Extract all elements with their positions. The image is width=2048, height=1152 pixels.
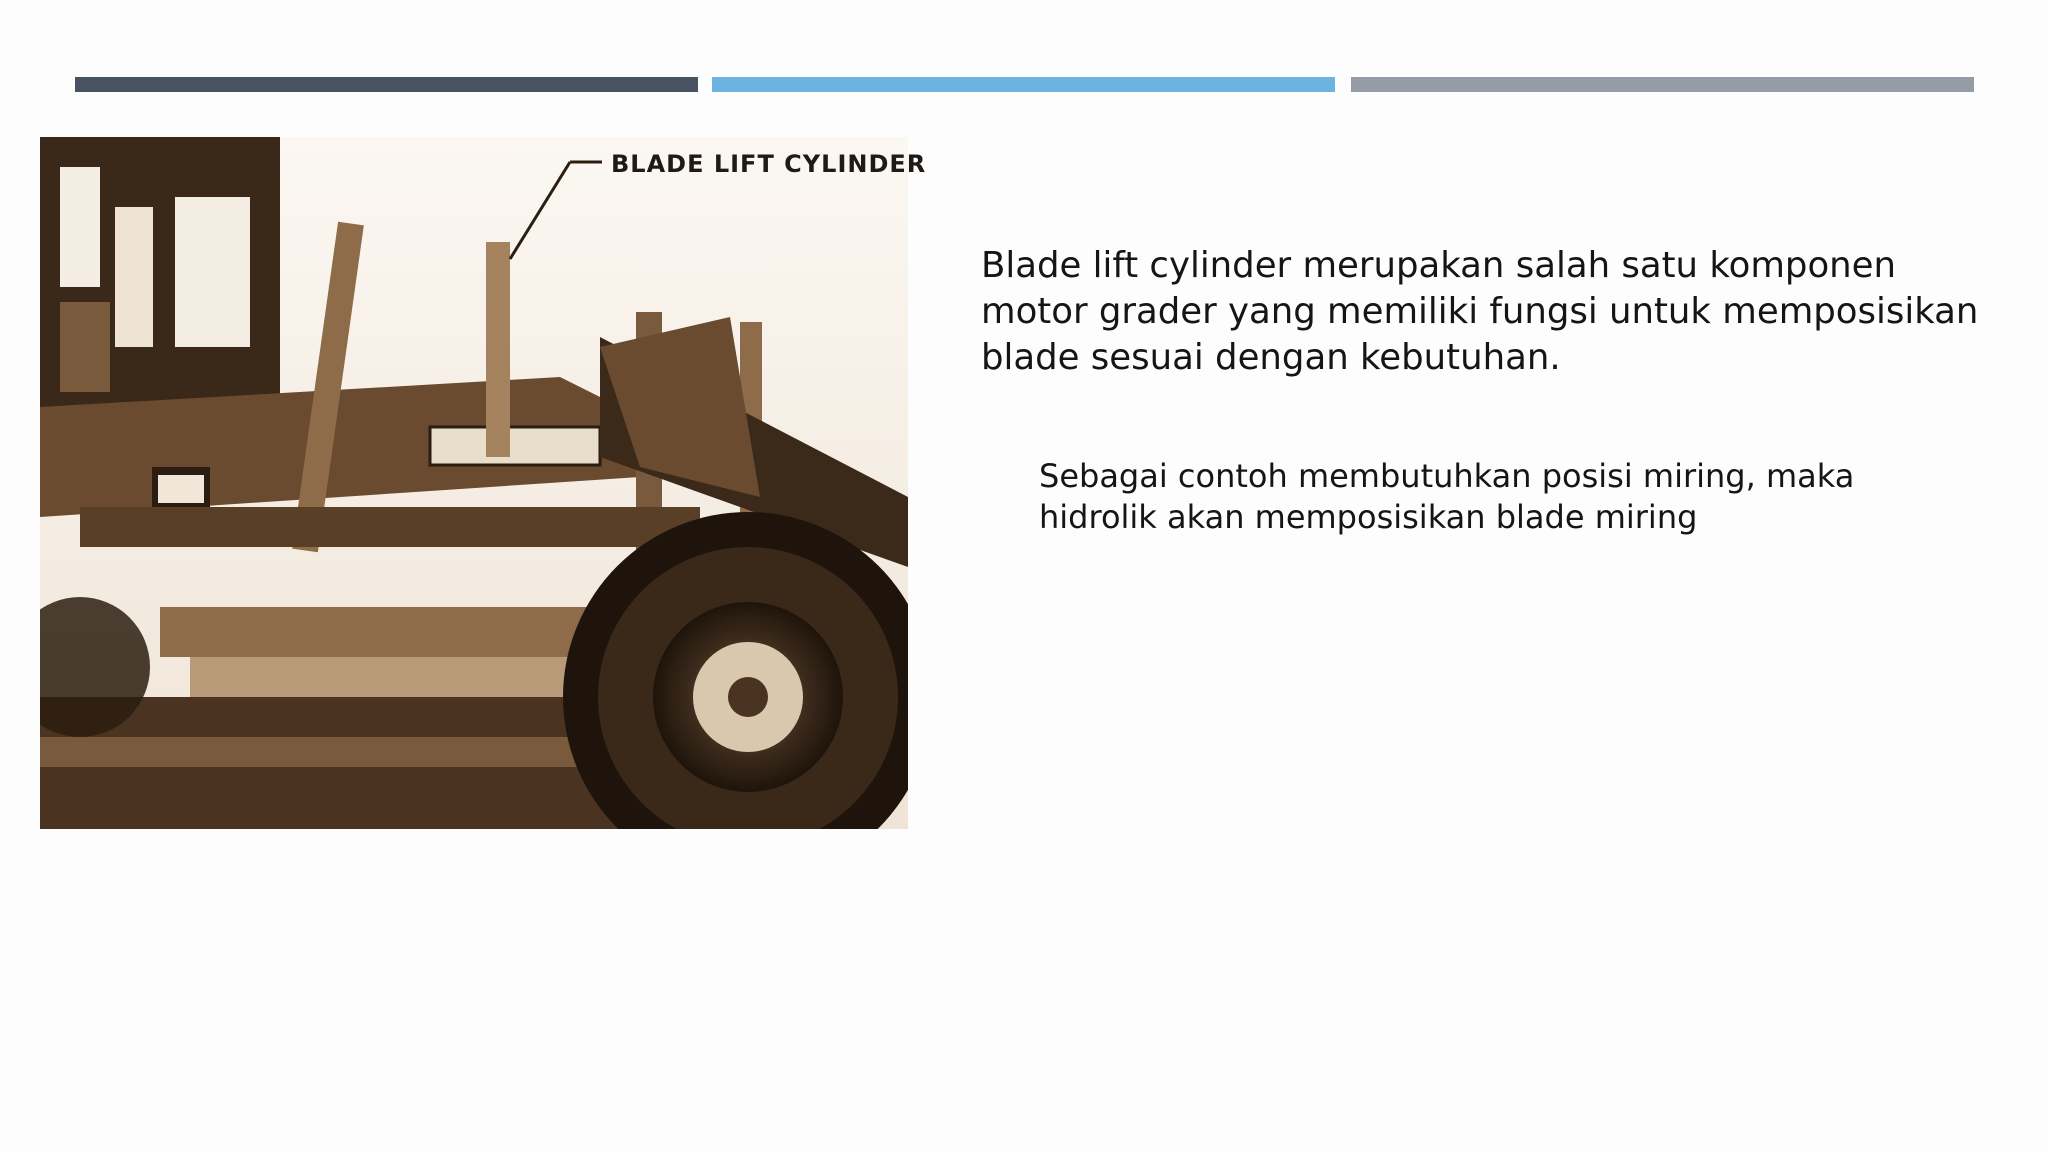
- accent-bar-gray: [1351, 77, 1974, 92]
- sub-paragraph: Sebagai contoh membutuhkan posisi miring, maka hidrolik akan memposisikan blade miring: [1039, 457, 1855, 536]
- photo-caption: BLADE LIFT CYLINDER: [611, 150, 927, 178]
- accent-bar-dark: [75, 77, 698, 92]
- main-paragraph: Blade lift cylinder merupakan salah satu komponen motor grader yang memiliki fungsi untuk memposisikan blade sesuai dengan kebutuhan.: [981, 245, 1979, 378]
- motor-grader-photo: [40, 137, 908, 829]
- accent-bar-blue: [712, 77, 1335, 92]
